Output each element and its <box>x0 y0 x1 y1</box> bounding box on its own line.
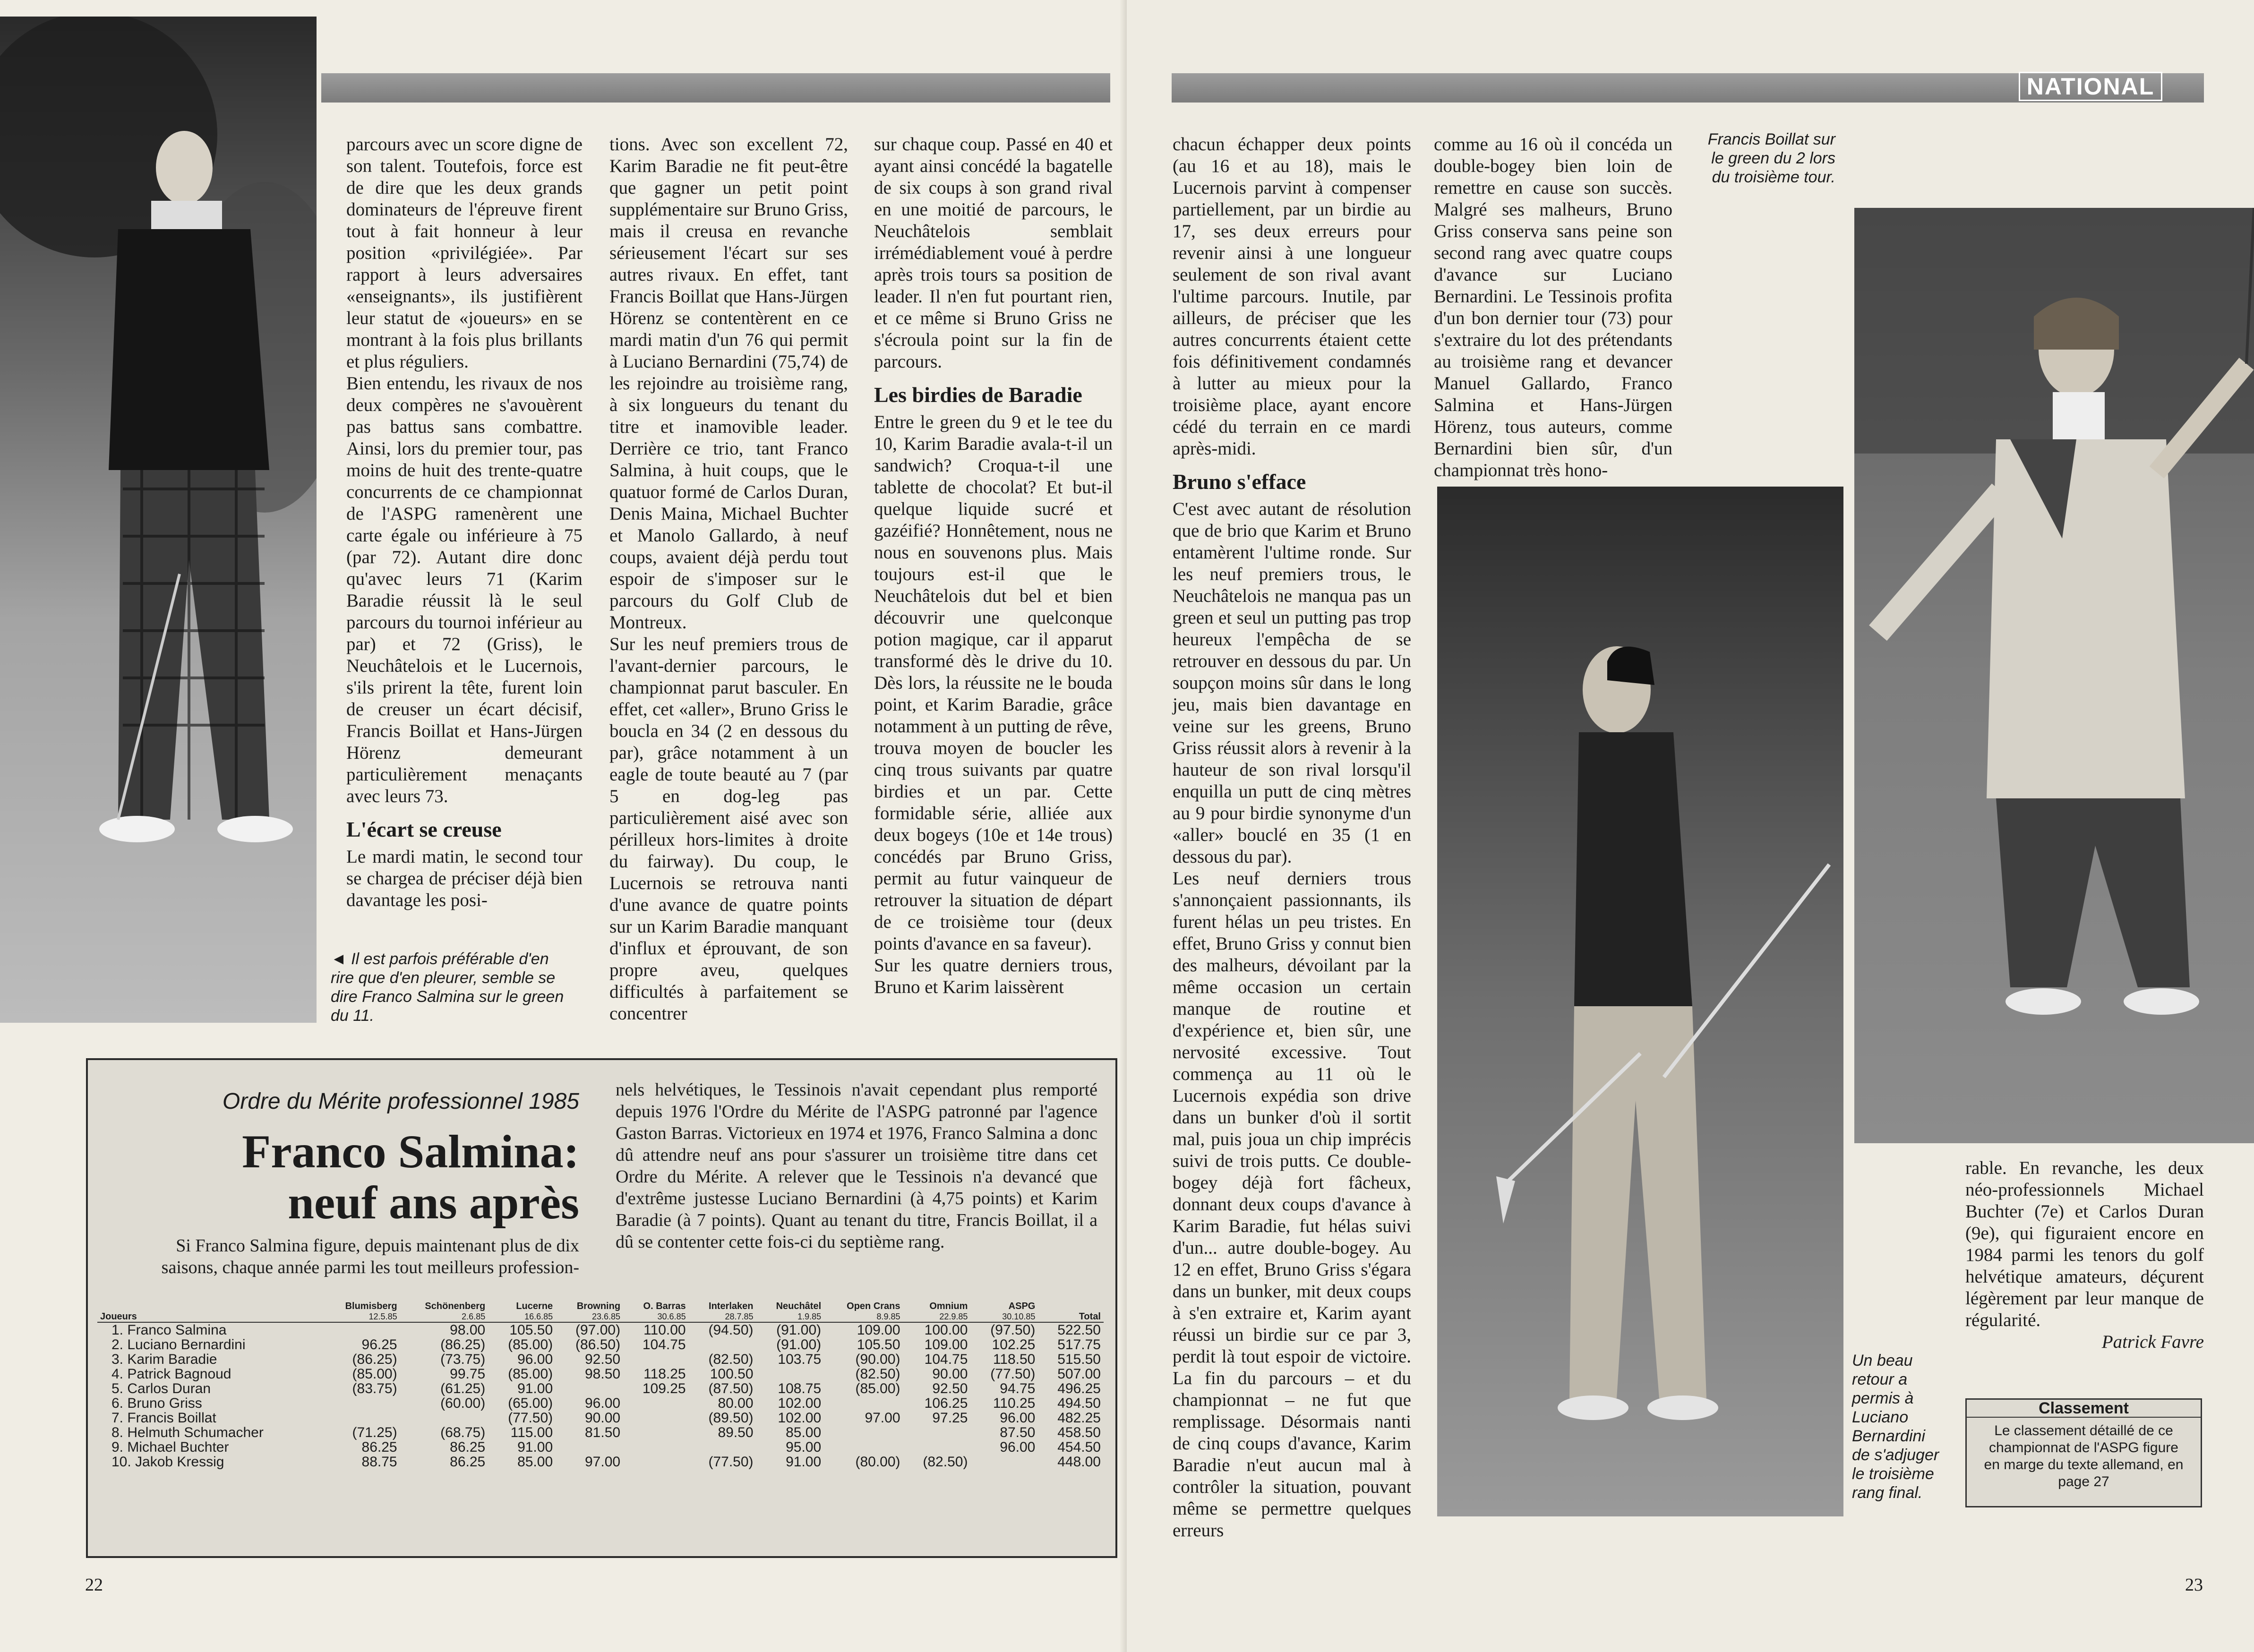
box-intro: Si Franco Salmina figure, depuis maintenant plus de dix saisons, chaque année parmi les tout meilleurs profession- <box>161 1236 579 1277</box>
player-name: 10. Jakob Kressig <box>111 1454 224 1470</box>
score-cell: (86.50) <box>575 1337 621 1352</box>
left-column-3 <box>874 134 1113 998</box>
score-cell: 103.75 <box>778 1352 822 1367</box>
score-cell: 90.00 <box>932 1366 968 1382</box>
column-header <box>1038 1301 1104 1322</box>
score-cell: 104.75 <box>642 1337 686 1352</box>
score-cell: (86.25) <box>352 1352 397 1367</box>
score-cell: 522.50 <box>1057 1322 1101 1338</box>
paragraph: Entre le green du 9 et le tee du 10, Karim Baradie avala-t-il un sandwich? Croqua-t-il une tablette de chocolat? Et but-il quelque liquide sucré et gazéifié? Honnêtement, nous ne nous en souvenons plus. Mais toujours est-il que le Neuchâtelois dut bel et bien découvrir une quelconque potion magique, car il apparut transformé dès le drive du 10. Dès lors, la réussite ne le bouda point, et Karim Baradie, grâce notamment à un putting de rêve, trouva moyen de boucler les cinq trous suivants par quatre birdies et un par. Cette formidable série, alliée aux deux bogeys (10e et 14e trous) concédés par Bruno Griss, permit au futur vainqueur de retrouver la situation de départ de ce troisième tour (deux points d'avance en sa faveur). <box>874 412 1113 954</box>
score-cell <box>323 1411 400 1425</box>
classement-text: Le classement détaillé de ce championnat de l'ASPG figure en marge du texte allemand, en page 27 <box>1984 1423 2184 1489</box>
score-cell: 91.00 <box>517 1439 553 1455</box>
paragraph: sur chaque coup. Passé en 40 et ayant ainsi concédé la bagatelle de six coups à son grand rival en une moitié de parcours, le Neuchâtelois semblait irrémédiablement voué à perdre après trois tours sa position de leader. Il n'en fut pourtant rien, et ce même si Bruno Griss ne s'écroula point sur la fin de parcours. <box>874 134 1113 372</box>
score-cell: 517.75 <box>1057 1337 1101 1352</box>
score-cell: 118.25 <box>643 1366 686 1382</box>
score-cell: (61.25) <box>440 1381 486 1396</box>
column-date: 30.10.85 <box>1002 1312 1036 1321</box>
photo-francis-boillat <box>1854 208 2254 1143</box>
headline-line-1: Franco Salmina: <box>242 1125 579 1178</box>
score-cell <box>623 1455 689 1469</box>
subheading: Bruno s'efface <box>1173 470 1306 494</box>
score-cell: 507.00 <box>1057 1366 1101 1382</box>
column-name: Browning <box>576 1301 621 1311</box>
score-cell: (82.50) <box>855 1366 900 1382</box>
score-cell: 104.75 <box>924 1352 968 1367</box>
box-text: nels helvétiques, le Tessinois n'avait cependant plus remporté depuis 1976 l'Ordre du Mérite de l'ASPG patronné par l'agence Gaston Barras. Victorieux en 1974 et 1976, Franco Salmina a donc dû attendre neuf ans pour s'assurer un troisième titre dans cet Ordre du Mérite. A relever que le Tessinois n'a devancé que d'extrême justesse Luciano Bernardini (à 4,75 points) et Karim Baradie (à 7 points). Quant au tenant du titre, Francis Boillat, il a dû se contenter cette fois-ci du septième rang. <box>616 1080 1097 1252</box>
score-cell: (89.50) <box>708 1410 754 1426</box>
right-column-3 <box>1965 1157 2204 1353</box>
score-cell: 87.50 <box>1000 1425 1036 1440</box>
score-cell: (85.00) <box>508 1337 553 1352</box>
column-name: Omnium <box>929 1301 968 1311</box>
score-cell: 96.00 <box>1000 1439 1036 1455</box>
table-row <box>97 1367 1104 1381</box>
table-row <box>97 1396 1104 1411</box>
score-cell: 91.00 <box>786 1454 822 1470</box>
score-cell: (87.50) <box>708 1381 754 1396</box>
page-number-right: 23 <box>2185 1575 2203 1595</box>
score-cell <box>623 1352 689 1367</box>
column-header <box>323 1301 400 1322</box>
right-page <box>1127 0 2254 1652</box>
photo-luciano-bernardini <box>1437 487 1843 1516</box>
score-cell: (77.50) <box>990 1366 1036 1382</box>
column-header <box>488 1301 556 1322</box>
score-cell: 98.50 <box>584 1366 621 1382</box>
score-cell: 105.50 <box>509 1322 553 1338</box>
caption-arrow-icon: ◄ <box>331 950 347 968</box>
score-cell: 110.00 <box>643 1322 686 1338</box>
score-cell: 96.00 <box>584 1395 621 1411</box>
column-date: 30.6.85 <box>657 1312 686 1321</box>
paragraph: Les neuf derniers trous s'annonçaient passionnants, ils furent hélas un peu tristes. En effet, Bruno Griss y connut bien des malheurs, dévoilant par la même occasion un certain manque de routine et d'expérience et, bien sûr, une nervosité excessive. Tout commença au 11 où le Lucernois expédia son drive dans un bunker d'où il sortit mal, puis joua un chip imprécis suivi de trois putts. Ce double-bogey déjà fort fâcheux, donnant deux coups d'avance à Karim Baradie, fut hélas suivi d'un... autre double-bogey. Au 12 en effet, Bruno Griss s'égara dans un bunker, mit deux coups à s'en extraire et, Karim ayant réussi un birdie sur ce par 3, perdit là tout espoir de victoire. La fin du parcours – et du championnat – ne fut que remplissage. Désormais nanti de cinq coups d'avance, Karim Baradie n'eut aucun mal à contrôler la situation, pouvant même se permettre quelques erreurs <box>1173 868 1411 1541</box>
section-bar-left <box>321 73 1110 103</box>
score-cell: 100.50 <box>710 1366 754 1382</box>
score-cell: 89.50 <box>718 1425 754 1440</box>
score-cell: (97.50) <box>990 1322 1036 1338</box>
score-cell: (60.00) <box>440 1395 486 1411</box>
column-date: 8.9.85 <box>876 1312 900 1321</box>
score-cell: 110.25 <box>993 1395 1036 1411</box>
score-cell <box>556 1440 623 1455</box>
merit-order-table <box>97 1301 1104 1469</box>
score-cell: 85.00 <box>786 1425 822 1440</box>
column-name: Joueurs <box>100 1311 137 1322</box>
table-header <box>97 1301 1104 1322</box>
score-cell: 515.50 <box>1057 1352 1101 1367</box>
player-name: 8. Helmuth Schumacher <box>111 1425 264 1440</box>
player-name: 1. Franco Salmina <box>111 1322 227 1338</box>
column-header <box>556 1301 623 1322</box>
column-header <box>970 1301 1038 1322</box>
score-cell: 96.00 <box>1000 1410 1036 1426</box>
score-cell: 458.50 <box>1057 1425 1101 1440</box>
score-cell: 98.00 <box>450 1322 486 1338</box>
score-cell <box>623 1411 689 1425</box>
score-cell: (85.00) <box>855 1381 900 1396</box>
score-cell: 85.00 <box>517 1454 553 1470</box>
score-cell: 97.25 <box>932 1410 968 1426</box>
score-cell: (73.75) <box>440 1352 486 1367</box>
paragraph: comme au 16 où il concéda un double-bogey bien loin de remettre en cause son succès. Malgré ses malheurs, Bruno Griss conserva sans peine son second rang avec quatre coups d'avance sur Luciano Bernardini. Le Tessinois profita d'un bon dernier tour (73) pour s'extraire du lot des prétendants au troisième rang et devancer Manuel Gallardo, Franco Salmina et Hans-Jürgen Hörenz, tous auteurs, comme Bernardini bien sûr, d'un championnat très hono- <box>1434 134 1672 480</box>
player-name: 6. Bruno Griss <box>111 1395 202 1411</box>
score-cell: 496.25 <box>1057 1381 1101 1396</box>
score-cell <box>556 1381 623 1396</box>
column-header <box>689 1301 756 1322</box>
column-header <box>97 1301 323 1322</box>
score-cell: 118.50 <box>993 1352 1036 1367</box>
score-cell: (68.75) <box>440 1425 486 1440</box>
paragraph: rable. En revanche, les deux néo-professionnels Michael Buchter (7e) et Carlos Duran (9e), qui figuraient encore en 1984 parmi les tenors du golf helvétique amateurs, déçurent légèrement par leur manque de régularité. <box>1965 1158 2204 1330</box>
score-cell: 102.00 <box>778 1395 822 1411</box>
column-name: Total <box>1079 1311 1101 1322</box>
player-name: 9. Michael Buchter <box>111 1439 229 1455</box>
section-badge-label: NATIONAL <box>2019 72 2163 101</box>
table-row <box>97 1352 1104 1367</box>
score-cell: (71.25) <box>352 1425 397 1440</box>
score-cell: 97.00 <box>865 1410 900 1426</box>
score-cell: (97.00) <box>575 1322 621 1338</box>
score-cell: (94.50) <box>708 1322 754 1338</box>
score-cell: 108.75 <box>778 1381 822 1396</box>
table-row <box>97 1411 1104 1425</box>
merit-order-box <box>86 1058 1117 1558</box>
score-cell <box>756 1367 824 1381</box>
column-date: 1.9.85 <box>797 1312 822 1321</box>
player-name: 5. Carlos Duran <box>111 1381 211 1396</box>
score-cell: 81.50 <box>584 1425 621 1440</box>
photo-franco-salmina <box>0 17 317 1023</box>
score-cell: (85.00) <box>508 1366 553 1382</box>
headline-line-2: neuf ans après <box>288 1176 579 1229</box>
golfer-photo-left <box>0 17 317 1023</box>
score-cell: 109.00 <box>924 1337 968 1352</box>
column-header <box>903 1301 971 1322</box>
column-name: O. Barras <box>643 1301 686 1311</box>
score-cell: 99.75 <box>450 1366 486 1382</box>
golfer-photo-right <box>1854 208 2254 1143</box>
player-name: 4. Patrick Bagnoud <box>111 1366 231 1382</box>
classement-box <box>1965 1398 2202 1507</box>
box-headline <box>88 1126 579 1228</box>
column-header <box>824 1301 903 1322</box>
score-cell: 88.75 <box>361 1454 397 1470</box>
paragraph: Sur les quatre derniers trous, Bruno et Karim laissèrent <box>874 955 1113 997</box>
player-name: 2. Luciano Bernardini <box>111 1337 246 1352</box>
score-cell: 482.25 <box>1057 1410 1101 1426</box>
score-cell: 109.25 <box>642 1381 686 1396</box>
score-cell: 109.00 <box>857 1322 900 1338</box>
column-header <box>623 1301 689 1322</box>
paragraph: parcours avec un score digne de son talent. Toutefois, force est de dire que les deux grands dominateurs de l'épreuve firent tout à fait honneur à leur position «privilégiée». Par rapport à leurs adversaires «enseignants», ils justifièrent leur statut de «joueurs» en se montrant à la fois plus brillants et plus réguliers. <box>346 134 583 372</box>
column-header <box>400 1301 489 1322</box>
score-cell: 115.00 <box>510 1425 553 1440</box>
score-cell: (82.50) <box>923 1454 968 1470</box>
score-cell: 92.50 <box>584 1352 621 1367</box>
column-date: 28.7.85 <box>725 1312 754 1321</box>
photo-caption-top: Francis Boillat sur le green du 2 lors du troisième tour. <box>1707 130 1835 186</box>
photo-caption-left <box>331 950 567 1025</box>
score-cell: 105.50 <box>857 1337 900 1352</box>
paragraph: tions. Avec son excellent 72, Karim Baradie ne fit peut-être que gagner un petit point supplémentaire sur Bruno Griss, mais il creusa en revanche sérieusement l'écart sur ses autres rivaux. En effet, tant Francis Boillat que Hans-Jürgen Hörenz se contentèrent en ce mardi matin d'un 76 qui permit à Luciano Bernardini (75,74) de les rejoindre au troisième rang, à six longueurs du tenant du titre et inamovible leader. Derrière ce trio, tant Franco Salmina, à huit coups, que le quatuor formé de Carlos Duran, Denis Maina, Michael Buchter et Manolo Gallardo, à neuf coups, avaient déjà perdu tout espoir de s'imposer sur le parcours du Golf Club de Montreux. <box>609 134 848 633</box>
paragraph: chacun échapper deux points (au 16 et au 18), mais le Lucernois parvint à compenser partiellement, par un birdie au 17, ses deux erreurs pour revenir ainsi à une longueur seulement de son rival avant l'ultime parcours. Inutile, par ailleurs, de préciser que les autres concurrents étaient cette fois définitivement condamnés à lutter au mieux pour la troisième place, ayant encore cédé du terrain en ce mardi après-midi. <box>1173 134 1411 459</box>
table-row <box>97 1381 1104 1396</box>
left-column-2 <box>609 134 848 1025</box>
table-row <box>97 1425 1104 1440</box>
left-column-1 <box>346 134 583 911</box>
box-title: Ordre du Mérite professionnel 1985 <box>222 1089 579 1114</box>
column-name: Blumisberg <box>345 1301 397 1311</box>
score-cell: 86.25 <box>450 1454 486 1470</box>
column-date: 23.6.85 <box>592 1312 621 1321</box>
column-name: Lucerne <box>516 1301 553 1311</box>
score-cell <box>824 1396 903 1411</box>
score-cell: (86.25) <box>440 1337 486 1352</box>
score-cell: 102.25 <box>992 1337 1036 1352</box>
score-cell: 94.75 <box>1000 1381 1036 1396</box>
score-cell: (90.00) <box>855 1352 900 1367</box>
column-date: 16.6.85 <box>524 1312 553 1321</box>
section-badge <box>1987 72 2194 101</box>
score-cell: (77.50) <box>508 1410 553 1426</box>
score-cell: 448.00 <box>1057 1454 1101 1470</box>
score-cell: 96.00 <box>517 1352 553 1367</box>
score-cell <box>323 1322 400 1337</box>
score-cell <box>623 1440 689 1455</box>
author: Patrick Favre <box>2101 1332 2204 1352</box>
score-cell <box>623 1425 689 1440</box>
column-name: Schönenberg <box>425 1301 486 1311</box>
score-cell: (80.00) <box>855 1454 900 1470</box>
right-column-2 <box>1434 134 1672 481</box>
score-cell: (77.50) <box>708 1454 754 1470</box>
paragraph: Bien entendu, les rivaux de nos deux compères ne s'avouèrent pas battus sans combattre. Ainsi, lors du premier tour, pas moins de huit des trente-quatre concurrents de ce championnat de l'ASPG ramenèrent une carte égale ou inférieure à 75 (par 72). Autant dire donc qu'avec leurs 71 (Karim Baradie réussit là le seul parcours du tournoi inférieur au par) et 72 (Griss), le Neuchâtelois et le Lucernois, s'ils prirent la tête, furent loin de creuser un écart décisif, Francis Boillat et Hans-Jürgen Hörenz demeurant particulièrement menaçants avec leurs 73. <box>346 373 583 806</box>
score-cell <box>824 1425 903 1440</box>
score-cell: (85.00) <box>352 1366 397 1382</box>
score-cell: 92.50 <box>932 1381 968 1396</box>
table-row <box>97 1322 1104 1337</box>
column-date: 22.9.85 <box>939 1312 968 1321</box>
score-cell <box>824 1440 903 1455</box>
score-cell: 100.00 <box>924 1322 968 1338</box>
table-row <box>97 1455 1104 1469</box>
score-cell: 494.50 <box>1057 1395 1101 1411</box>
player-name: 7. Francis Boillat <box>111 1410 216 1426</box>
column-date: 12.5.85 <box>369 1312 397 1321</box>
column-name: Neuchâtel <box>776 1301 822 1311</box>
score-cell <box>903 1440 971 1455</box>
score-cell: 91.00 <box>517 1381 553 1396</box>
right-column-1 <box>1173 134 1411 1541</box>
page-number-left: 22 <box>85 1575 103 1595</box>
column-name: Open Crans <box>847 1301 900 1311</box>
score-cell: (83.75) <box>352 1381 397 1396</box>
column-name: ASPG <box>1008 1301 1036 1311</box>
player-name: 3. Karim Baradie <box>111 1352 217 1367</box>
column-date: 2.6.85 <box>462 1312 486 1321</box>
score-cell <box>689 1440 756 1455</box>
score-cell: 86.25 <box>450 1439 486 1455</box>
score-cell <box>323 1396 400 1411</box>
score-cell: 90.00 <box>584 1410 621 1426</box>
score-cell: 80.00 <box>718 1395 754 1411</box>
score-cell: 86.25 <box>361 1439 397 1455</box>
caption-text: Il est parfois préférable d'en rire que d'en pleurer, semble se dire Franco Salmina sur le green du 11. <box>331 950 564 1025</box>
photo-caption-bottom: Un beau retour a permis à Luciano Bernardini de s'adjuger le troisième rang final. <box>1852 1352 1939 1502</box>
subheading: Les birdies de Baradie <box>874 383 1082 407</box>
score-cell: (91.00) <box>776 1322 822 1338</box>
score-cell: (82.50) <box>708 1352 754 1367</box>
score-cell: 95.00 <box>786 1439 822 1455</box>
score-cell: 106.25 <box>924 1395 968 1411</box>
paragraph: C'est avec autant de résolution que de brio que Karim et Bruno entamèrent l'ultime ronde. Sur les neuf premiers trous, le Neuchâtelois ne manqua pas un green et seul un putting pas trop heureux l'empêcha de se retrouver en dessous du par. Un soupçon moins sûr dans le long jeu, mais bien davantage en veine sur les greens, Bruno Griss réussit alors à revenir à la hauteur de son rival lorsqu'il enquilla un putt de cinq mètres au 9 pour birdie synonyme d'un «aller» bouclé en 35 (1 en dessous du par). <box>1173 499 1411 867</box>
paragraph: Sur les neuf premiers trous de l'avant-dernier parcours, le championnat parut basculer. En effet, cet «aller», Bruno Griss le boucla en 34 (2 en dessous du par), grâce notamment à un eagle de toute beauté au 7 (par 5 en dog-leg pas particulièrement aisé avec son périlleux hors-limites à droite du fairway). Du coup, le Lucernois se retrouva nanti d'une avance de quatre points sur un Karim Baradie manquant d'influx et éprouvant, de son propre aveu, quelques difficultés à parfaitement se concentrer <box>609 634 848 1024</box>
score-cell <box>400 1411 489 1425</box>
golfer-photo-center <box>1437 487 1843 1516</box>
score-cell: 454.50 <box>1057 1439 1101 1455</box>
classement-title: Classement <box>1967 1400 2201 1418</box>
score-cell: 96.25 <box>361 1337 397 1352</box>
score-cell: (91.00) <box>776 1337 822 1352</box>
subheading: L'écart se creuse <box>346 817 502 841</box>
table-row <box>97 1337 1104 1352</box>
column-header <box>756 1301 824 1322</box>
score-cell: (65.00) <box>508 1395 553 1411</box>
paragraph: Le mardi matin, le second tour se chargea de préciser déjà bien davantage les posi- <box>346 847 583 910</box>
score-cell <box>903 1425 971 1440</box>
column-name: Interlaken <box>709 1301 754 1311</box>
score-cell: 102.00 <box>778 1410 822 1426</box>
score-cell <box>623 1396 689 1411</box>
score-cell: 97.00 <box>584 1454 621 1470</box>
score-cell <box>970 1455 1038 1469</box>
table-row <box>97 1440 1104 1455</box>
score-cell <box>689 1337 756 1352</box>
